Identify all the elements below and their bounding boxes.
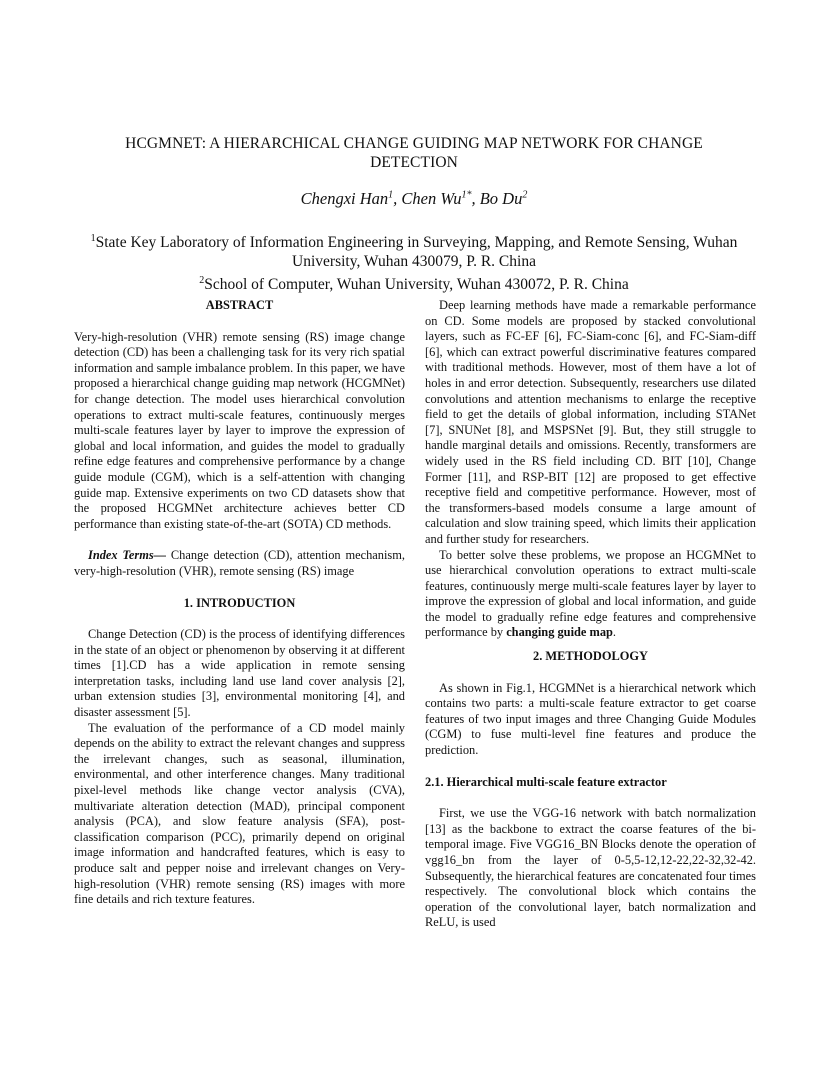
author-sup: 1* (461, 189, 472, 201)
affiliation-text: School of Computer, Wuhan University, Wuhan 430072, P. R. China (204, 276, 629, 294)
index-terms-text: Change detection (CD), attention mechanism, very-high-resolution (VHR), remote sensing (RS) image (74, 548, 405, 578)
intro-p4-post: . (612, 625, 617, 640)
intro-p4-bold: changing guide map (506, 625, 613, 640)
intro-paragraph-3: Deep learning methods have made a remarkable performance on CD. Some models are proposed by stacked convolutional layers, such as FC-EF [6], FC-Siam-conc [6], and FC-Siam-diff [6], which can extract powerful discriminative features compared with traditional methods. However, most of them have a lot of holes in and error detection. Subsequently, researchers use dilated convolutions and attention mechanisms to enlarge the receptive field to get the details of global information, including STANet [7], SNUNet [8], and MSPSNet [9]. But, they still struggle to handle marginal details and omissions. Recently, transformers are widely used in the RS field including CD. BIT [10], Change Former [11], and RSP-BIT [12] are proposed to get effective receptive field and competitive performance. However, most of the transformers-based models consume a large amount of calculation and slow training speed, which limits their application and further study for researchers. (425, 298, 756, 546)
author-name: Bo Du (479, 189, 523, 208)
author-name: Chengxi Han (300, 189, 389, 208)
affiliation-sup: 1 (90, 233, 96, 244)
method-paragraph-1: As shown in Fig.1, HCGMNet is a hierarchical network which contains two parts: a multi-scale feature extractor to get coarse features of two input images and three Changing Guide Modules (CGM) to fuse multi-level fine features and produce the prediction. (425, 680, 756, 758)
abstract-heading: ABSTRACT (205, 298, 274, 312)
intro-paragraph-4 (425, 548, 756, 642)
left-column (74, 298, 405, 908)
author-sup: 1 (388, 189, 394, 201)
right-column (425, 298, 756, 931)
paper-title: HCGMNET: A HIERARCHICAL CHANGE GUIDING MAP NETWORK FOR CHANGE DETECTION (125, 135, 703, 171)
index-terms-label: Index Terms— (88, 548, 167, 563)
index-terms (74, 548, 405, 579)
intro-paragraph-2: The evaluation of the performance of a CD model mainly depends on the ability to extract the relevant changes and suppress the irrelevant changes, such as seasonal, illumination, environmental, and other interference changes. Many traditional pixel-level methods like change vector analysis (CVA), multivariate alteration detection (MAD), principal component analysis (PCA), and slow feature analysis (SFA), post-classification comparison (PCC), primarily depend on original image information and handcrafted features, which is easy to produce salt and pepper noise and irrelevant changes on Very-high-resolution (VHR) remote sensing (RS) images with more fine details and rich texture features. (74, 720, 405, 907)
intro-paragraph-1: Change Detection (CD) is the process of identifying differences in the state of an object or phenomenon by observing it at different times [1].CD has a wide application in remote sensing interpretation tasks, including land use land cover analysis [2], urban extension studies [3], environmental monitoring [4], and disaster assessment [5]. (74, 627, 405, 720)
author-name: Chen Wu (401, 189, 462, 208)
methodology-heading: 2. METHODOLOGY (533, 649, 648, 664)
author-line: Chengxi Han$^1$, Chen $Wu^{1*}$, Bo Du$^2$ (300, 189, 528, 208)
affiliation-sup: 2 (199, 275, 205, 287)
intro-p4-pre: To better solve these problems, we propose an HCGMNet to use hierarchical convolution operations to extract multi-scale features, continuously merge multi-scale features layer by layer to improve the expression of global and local information, and guide the model to gradually refine edge features and comprehensive performance by (425, 547, 756, 640)
affiliation-text: State Key Laboratory of Information Engineering in Surveying, Mapping, and Remote Sensing, Wuhan University, Wuhan 430079, P. R. China (95, 234, 738, 271)
author-sup: 2 (522, 189, 528, 201)
subsection-2-1-heading: 2.1. Hierarchical multi-scale feature extractor (425, 774, 667, 789)
affiliation-2 (60, 271, 768, 294)
introduction-heading: 1. INTRODUCTION (183, 595, 296, 610)
affiliations (60, 229, 768, 294)
affiliation-1 (60, 229, 768, 271)
subsection-2-1-paragraph: First, we use the VGG-16 network with batch normalization [13] as the backbone to extract the coarse features of the bi-temporal image. Five VGG16_BN Blocks denote the operation of vgg16_bn from the layer of 0-5,5-12,12-22,22-32,32-42. Subsequently, the hierarchical features are concatenated four times respectively. The convolutional block which contains the operation of the convolutional layer, batch normalization and ReLU, is used (425, 806, 756, 930)
abstract-text: Very-high-resolution (VHR) remote sensing (RS) image change detection (CD) has been a challenging task for its very rich spatial information and sample imbalance problem. In this paper, we have proposed a hierarchical change guiding map network (HCGMNet) for change detection. The model uses hierarchical convolution operations to extract multi-scale features, continuously merges multi-scale features layer by layer to improve the expression of global and local information, and guides the model to gradually refine edge features and comprehensive performance by a change guide module (CGM), which is a self-attention with changing guide map. Extensive experiments on two CD datasets show that the proposed HCGMNet architecture achieves better CD performance than existing state-of-the-art (SOTA) CD methods. (74, 329, 405, 531)
